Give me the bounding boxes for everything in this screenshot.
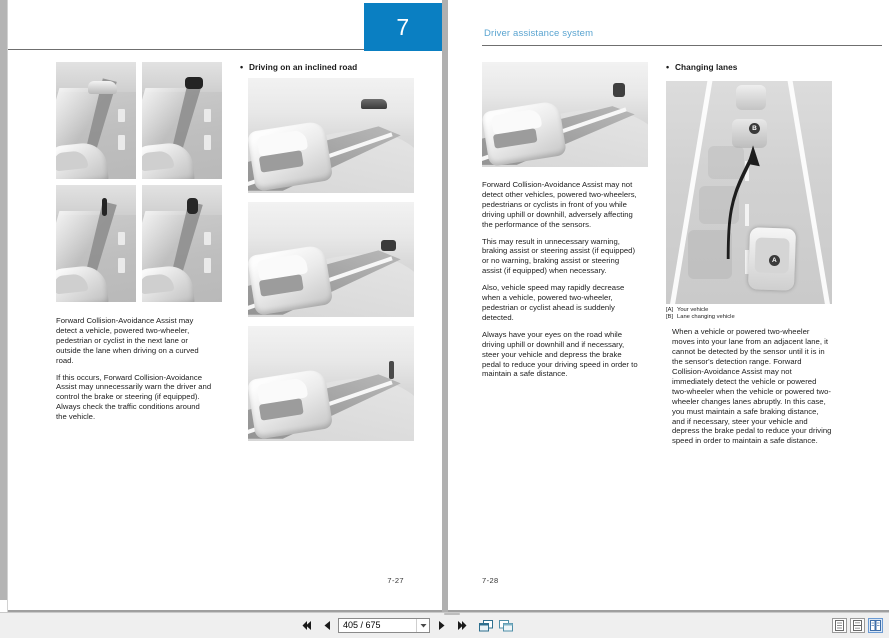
inclined-road-figure-group xyxy=(240,78,406,443)
target-vehicle-icon xyxy=(361,99,387,109)
right-body-text xyxy=(482,180,640,379)
lane-dash xyxy=(118,135,125,150)
ego-vehicle-icon xyxy=(248,369,334,440)
right-column-2-body xyxy=(672,327,832,446)
right-page xyxy=(448,0,889,613)
next-page-button[interactable] xyxy=(432,617,450,635)
paragraph: Forward Collision-Avoidance Assist may detect a vehicle, powered two-wheeler, pedestrian or cyclist in the next lane or outside the lane when driving on a curved road. xyxy=(56,316,199,365)
paragraph: This may result in unnecessary warning, braking assist or steering assist (if equipped) or no warning, braking assist or steering assist (if equipped) when necessary. xyxy=(482,236,636,276)
chapter-tab: 7 xyxy=(364,3,442,51)
section-heading-changing-lanes xyxy=(666,62,856,73)
two-page-view-button[interactable] xyxy=(868,618,883,633)
bullet-icon: • xyxy=(240,62,244,72)
curved-road-figure-group xyxy=(56,62,222,304)
incline-panel-vehicle xyxy=(248,78,414,193)
paragraph: Also, vehicle speed may rapidly decrease when a vehicle, powered two-wheeler, pedestrian or cyclist ahead is suddenly detected. xyxy=(482,283,625,322)
first-page-button[interactable] xyxy=(298,617,316,635)
ego-vehicle-window xyxy=(56,273,89,295)
running-head: Driver assistance system xyxy=(484,28,594,39)
header-rule-right xyxy=(482,45,882,46)
legend-label: Your vehicle xyxy=(677,307,709,313)
ego-vehicle-icon xyxy=(56,141,109,179)
bullet-icon: • xyxy=(666,62,670,72)
left-column-2 xyxy=(240,62,420,443)
legend-tag: [B] xyxy=(666,314,674,321)
legend-tag: [A] xyxy=(666,307,674,313)
ego-vehicle-icon xyxy=(248,245,334,316)
target-cyclist-icon xyxy=(187,198,198,214)
ego-vehicle-window xyxy=(142,150,175,172)
lane-dash xyxy=(118,109,125,122)
marker-a-icon: A xyxy=(769,255,780,266)
ego-vehicle-icon xyxy=(56,264,109,302)
incline-panel-two-wheeler xyxy=(248,202,414,317)
paragraph: When a vehicle or powered two-wheeler moves into your lane from an adjacent lane, it cannot be detected by the sensor until it is in the sensor's detection range. Forward Collision-Avoidance Assist may not immediately detect the vehicle or powered two-wheeler when the vehicle or powered two-wheeler changes lanes abruptly. In this case, you must maintain a safe braking distance, and if necessary, steer your vehicle and depress the brake pedal to reduce your driving speed in order to maintain a safe distance. xyxy=(672,327,832,446)
curve-panel-vehicle xyxy=(56,62,136,179)
target-two-wheeler-icon xyxy=(185,77,203,89)
left-column-1 xyxy=(56,62,224,429)
viewer-toolbar[interactable] xyxy=(0,612,889,638)
chevron-down-icon[interactable] xyxy=(416,619,429,632)
ego-vehicle-icon xyxy=(248,121,334,192)
legend-item-a xyxy=(666,307,856,314)
section-heading-label: Changing lanes xyxy=(675,62,738,72)
lane-change-figure xyxy=(666,81,832,304)
right-column-1 xyxy=(482,62,650,386)
last-page-button[interactable] xyxy=(452,617,470,635)
page-number-right: 7-28 xyxy=(482,576,499,585)
uphill-detection-figure xyxy=(482,62,648,167)
paragraph: If this occurs, Forward Collision-Avoidance Assist may unnecessarily warn the driver and control the brake or steering (if equipped). Always check the traffic conditions around the vehicle. xyxy=(56,372,212,422)
figure-legend xyxy=(666,307,856,321)
ego-vehicle-window xyxy=(142,273,175,295)
lane-dash xyxy=(118,232,125,245)
curve-panel-two-wheeler xyxy=(142,62,222,179)
single-page-view-button[interactable] xyxy=(832,618,847,633)
next-view-button[interactable] xyxy=(497,617,515,635)
lane-dash xyxy=(204,258,211,273)
previous-page-button[interactable] xyxy=(318,617,336,635)
lane-dash xyxy=(204,135,211,150)
legend-item-b xyxy=(666,314,856,321)
curve-panel-pedestrian xyxy=(56,185,136,302)
lane-dash xyxy=(204,232,211,245)
section-heading-label: Driving on an inclined road xyxy=(249,62,358,72)
incline-panel-pedestrian xyxy=(248,326,414,441)
previous-view-button[interactable] xyxy=(477,617,495,635)
section-heading-inclined-road xyxy=(240,62,420,73)
lane-dash xyxy=(204,109,211,122)
lane-dash xyxy=(118,258,125,273)
view-mode-group xyxy=(832,616,883,635)
page-number-value: 405 / 675 xyxy=(343,620,381,630)
target-cyclist-icon xyxy=(613,83,625,97)
ego-vehicle-icon xyxy=(142,141,195,179)
paragraph: Forward Collision-Avoidance Assist may not detect other vehicles, powered two-wheelers, pedestrians or cyclists in front of you while driving uphill or downhill, adversely affecting the performance of the sensors. xyxy=(482,180,637,229)
legend-label: Lane changing vehicle xyxy=(677,314,735,321)
continuous-scroll-view-button[interactable] xyxy=(850,618,865,633)
target-two-wheeler-icon xyxy=(381,240,396,251)
page-number-input[interactable] xyxy=(338,618,430,633)
page-number-left: 7-27 xyxy=(387,576,404,585)
leading-vehicle-icon xyxy=(736,85,766,110)
right-column-2 xyxy=(666,62,856,453)
target-pedestrian-icon xyxy=(102,198,107,216)
marker-b-icon: B xyxy=(749,123,760,134)
curve-panel-cyclist xyxy=(142,185,222,302)
left-page xyxy=(8,0,442,613)
paragraph: Always have your eyes on the road while driving uphill or downhill and if necessary, steer your vehicle and depress the brake pedal to reduce your driving speed in order to maintain a safe distance. xyxy=(482,329,638,379)
left-body-text xyxy=(56,316,212,422)
target-pedestrian-icon xyxy=(389,361,394,379)
ego-vehicle-window xyxy=(56,150,89,172)
target-vehicle-icon xyxy=(88,81,117,94)
ego-vehicle-icon xyxy=(142,264,195,302)
page-navigation-group xyxy=(298,616,515,635)
